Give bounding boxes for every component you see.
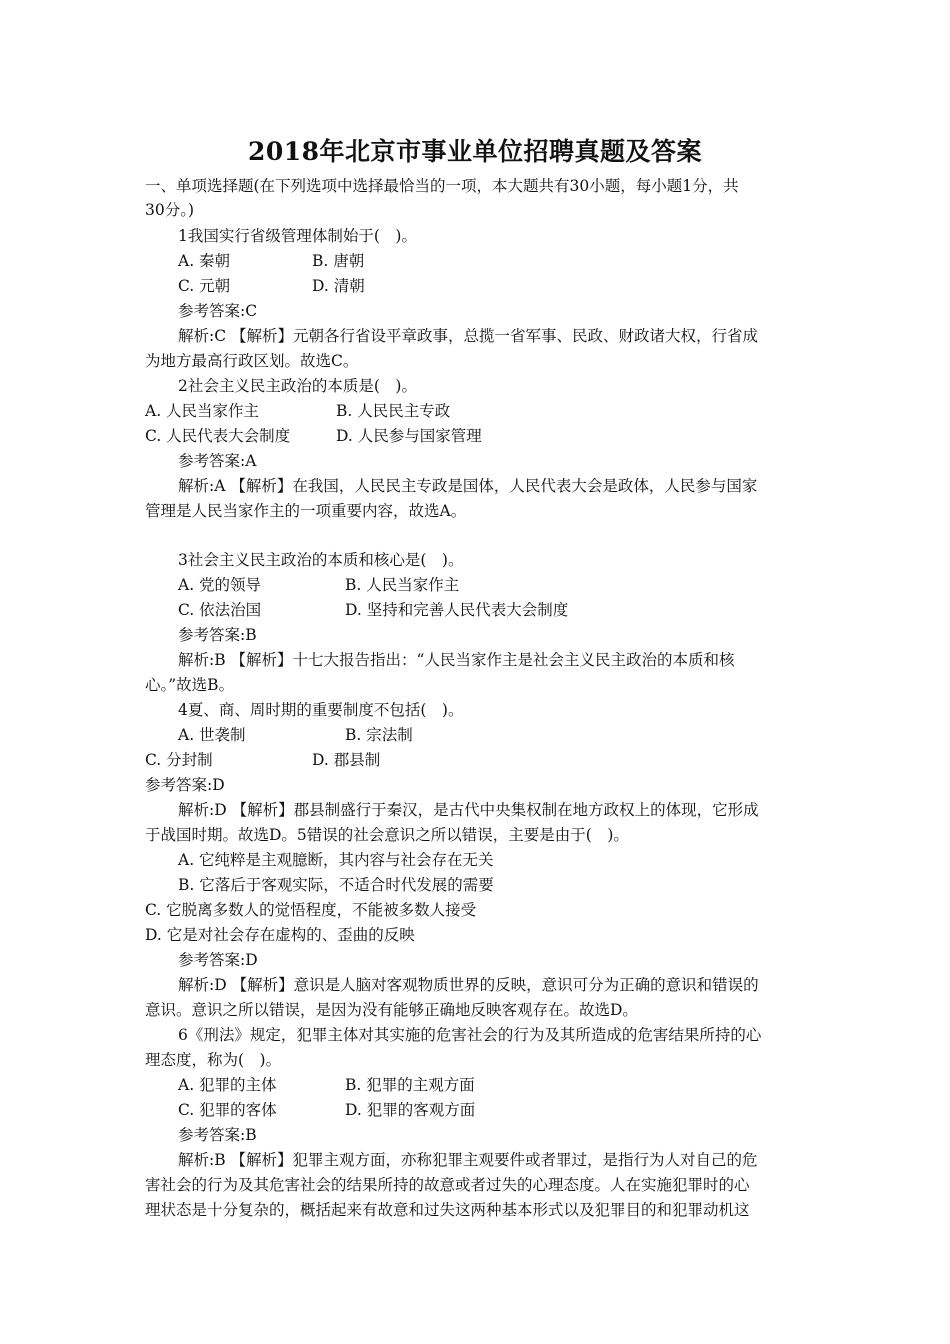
question-6-option-d: D. 犯罪的客观方面 xyxy=(345,1101,476,1119)
question-1-explanation-1: 解析:C 【解析】元朝各行省设平章政事，总揽一省军事、民政、财政诸大权，行省成 xyxy=(178,327,759,345)
question-4-answer: 参考答案:D xyxy=(145,776,225,794)
question-4-option-b: B. 宗法制 xyxy=(345,726,413,744)
question-1-option-d: D. 清朝 xyxy=(312,277,365,295)
question-2-option-c: C. 人民代表大会制度 xyxy=(145,427,291,445)
question-5-explanation-2: 意识。意识之所以错误，是因为没有能够正确地反映客观存在。故选D。 xyxy=(145,1001,638,1019)
question-3-explanation-2: 心。”故选B。 xyxy=(145,676,235,694)
question-2-explanation-2: 管理是人民当家作主的一项重要内容，故选A。 xyxy=(145,502,467,520)
question-6-answer: 参考答案:B xyxy=(178,1126,257,1144)
question-5-option-c: C. 它脱离多数人的觉悟程度，不能被多数人接受 xyxy=(145,901,477,919)
question-4-option-c: C. 分封制 xyxy=(145,751,213,769)
question-5-explanation-1: 解析:D 【解析】意识是人脑对客观物质世界的反映，意识可分为正确的意识和错误的 xyxy=(178,976,759,994)
question-5-answer: 参考答案:D xyxy=(178,951,258,969)
question-4-explanation-1: 解析:D 【解析】郡县制盛行于秦汉，是古代中央集权制在地方政权上的体现，它形成 xyxy=(178,801,759,819)
question-2-option-b: B. 人民民主专政 xyxy=(336,402,451,420)
question-4-option-d: D. 郡县制 xyxy=(312,751,381,769)
question-6-stem-1: 6《刑法》规定，犯罪主体对其实施的危害社会的行为及其所造成的危害结果所持的心 xyxy=(178,1026,762,1044)
question-3-option-c: C. 依法治国 xyxy=(178,601,262,619)
page-title: 2018年北京市事业单位招聘真题及答案 xyxy=(247,137,703,166)
question-6-option-c: C. 犯罪的客体 xyxy=(178,1101,277,1119)
question-1-stem: 1我国实行省级管理体制始于( )。 xyxy=(178,227,417,245)
question-6-explanation-1: 解析:B 【解析】犯罪主观方面，亦称犯罪主观要件或者罪过，是指行为人对自己的危 xyxy=(178,1151,758,1169)
question-3-answer: 参考答案:B xyxy=(178,626,257,644)
question-3-option-b: B. 人民当家作主 xyxy=(345,576,460,594)
question-1-explanation-2: 为地方最高行政区划。故选C。 xyxy=(145,352,359,370)
question-6-explanation-2: 害社会的行为及其危害社会的结果所持的故意或者过失的心理态度。人在实施犯罪时的心 xyxy=(145,1176,750,1194)
question-2-option-d: D. 人民参与国家管理 xyxy=(336,427,482,445)
question-4-stem: 4夏、商、周时期的重要制度不包括( )。 xyxy=(178,701,464,719)
question-1-option-c: C. 元朝 xyxy=(178,277,231,295)
question-6-option-b: B. 犯罪的主观方面 xyxy=(345,1076,475,1094)
question-3-option-d: D. 坚持和完善人民代表大会制度 xyxy=(345,601,569,619)
section-heading-line-2: 30分。) xyxy=(145,201,195,219)
question-6-stem-2: 理态度，称为( )。 xyxy=(145,1051,282,1069)
question-1-answer: 参考答案:C xyxy=(178,302,258,320)
question-5-option-a: A. 它纯粹是主观臆断，其内容与社会存在无关 xyxy=(178,851,494,869)
question-6-explanation-3: 理状态是十分复杂的，概括起来有故意和过失这两种基本形式以及犯罪目的和犯罪动机这 xyxy=(145,1201,750,1219)
question-2-answer: 参考答案:A xyxy=(178,452,257,470)
section-heading-line-1: 一、单项选择题(在下列选项中选择最恰当的一项，本大题共有30小题，每小题1分，共 xyxy=(145,177,739,195)
question-6-option-a: A. 犯罪的主体 xyxy=(178,1076,277,1094)
question-2-option-a: A. 人民当家作主 xyxy=(145,402,260,420)
question-1-option-a: A. 秦朝 xyxy=(178,252,231,270)
question-3-option-a: A. 党的领导 xyxy=(178,576,262,594)
question-5-option-b: B. 它落后于客观实际，不适合时代发展的需要 xyxy=(178,876,494,894)
question-2-explanation-1: 解析:A 【解析】在我国，人民民主专政是国体，人民代表大会是政体，人民参与国家 xyxy=(178,477,758,495)
question-1-option-b: B. 唐朝 xyxy=(312,252,365,270)
question-3-explanation-1: 解析:B 【解析】十七大报告指出：“人民当家作主是社会主义民主政治的本质和核 xyxy=(178,651,735,669)
question-4-option-a: A. 世袭制 xyxy=(178,726,246,744)
question-5-option-d: D. 它是对社会存在虚构的、歪曲的反映 xyxy=(145,926,415,944)
question-4-explanation-2: 于战国时期。故选D。5错误的社会意识之所以错误，主要是由于( )。 xyxy=(145,826,629,844)
question-2-stem: 2社会主义民主政治的本质是( )。 xyxy=(178,377,417,395)
question-3-stem: 3社会主义民主政治的本质和核心是( )。 xyxy=(178,551,464,569)
